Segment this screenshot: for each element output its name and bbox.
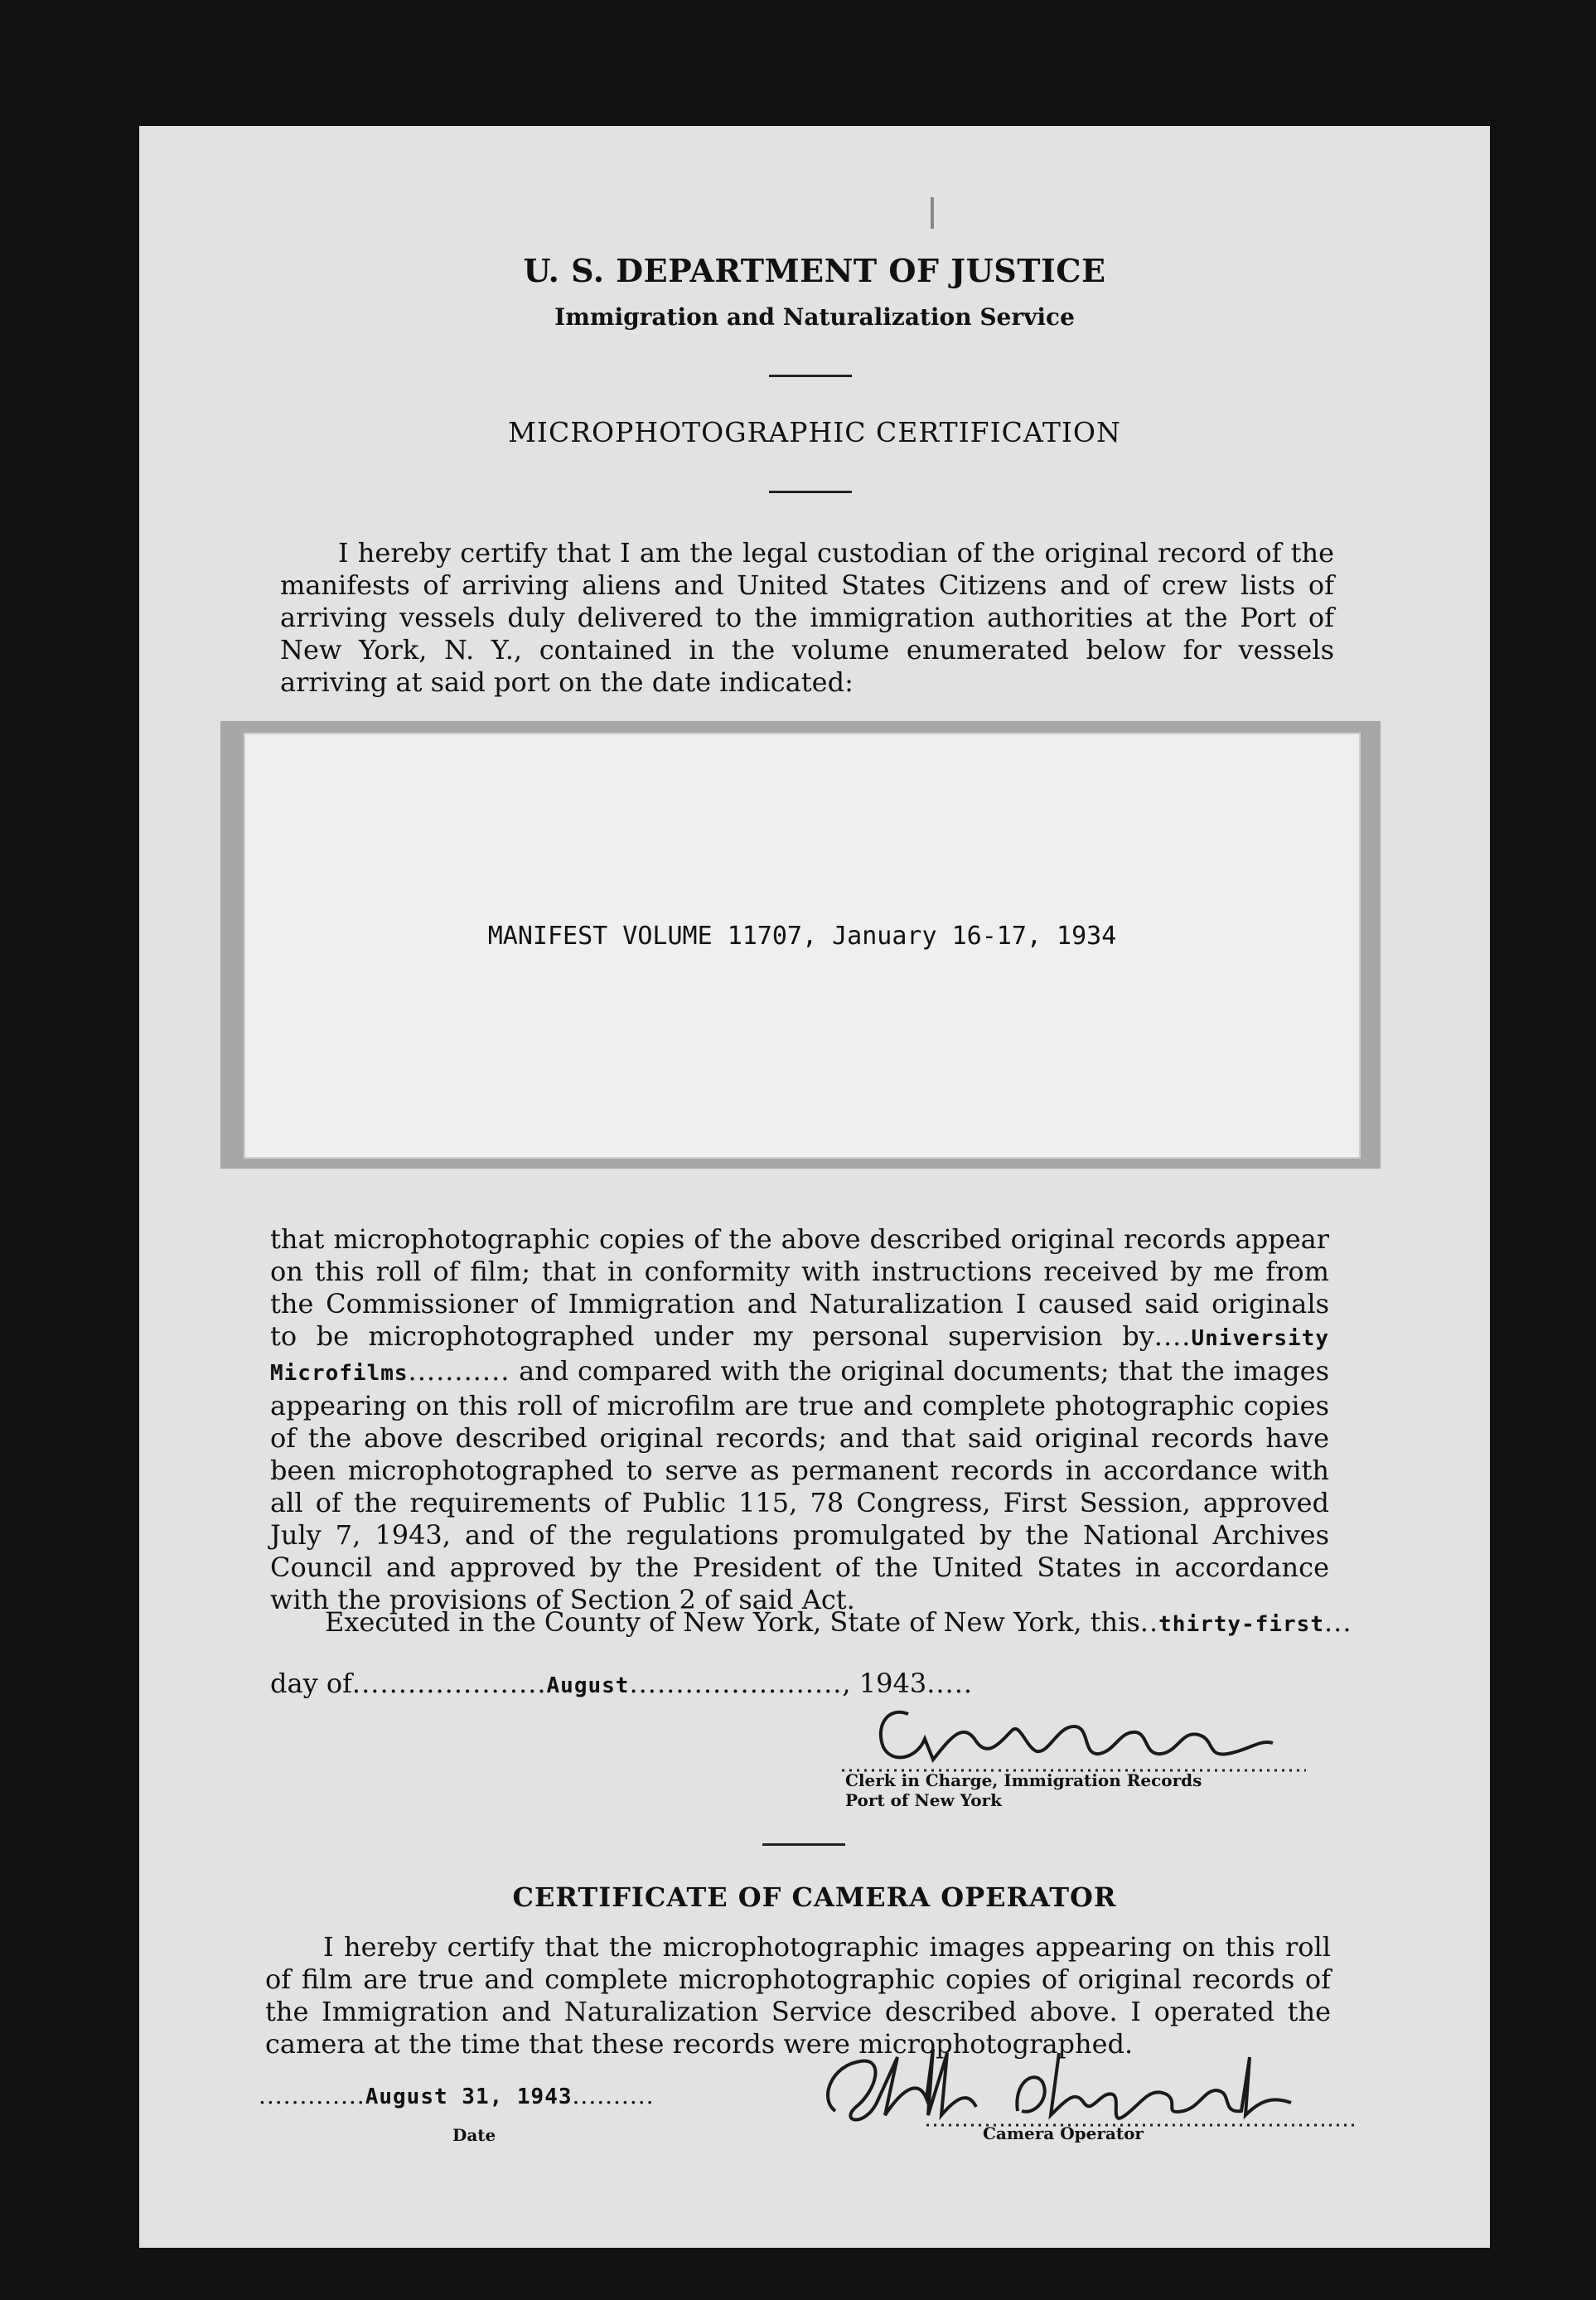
divider <box>762 1843 845 1846</box>
service-subtitle: Immigration and Naturalization Service <box>554 303 1075 331</box>
execution-month-fill: August <box>546 1673 630 1698</box>
day-of-line: day of.....................August......................., 1943..... <box>270 1668 974 1699</box>
certification-heading: MICROPHOTOGRAPHIC CERTIFICATION <box>508 416 1121 448</box>
manifest-volume-text: MANIFEST VOLUME 11707, January 16-17, 1934 <box>487 922 1117 951</box>
day-of-label: day of <box>270 1668 352 1699</box>
camera-operator-paragraph: I hereby certify that the microphotographic images appearing on this roll of film are true and complete microphotographic copies of original records of the Immigration and Naturalization Service described above. I operated the camera at the time that these records were microphotographed. <box>265 1931 1331 2060</box>
execution-day-fill: thirty-first <box>1158 1612 1324 1637</box>
clerk-title-line1: Clerk in Charge, Immigration Records <box>845 1770 1202 1790</box>
department-title: U. S. DEPARTMENT OF JUSTICE <box>523 252 1106 289</box>
clerk-title <box>845 1770 1202 1810</box>
microfilm-company-fill: University Microfilms <box>270 1326 1329 1386</box>
execution-line: Executed in the County of New York, State of New York, this..thirty-first... <box>325 1606 1352 1638</box>
camera-operator-label: Camera Operator <box>983 2123 1144 2143</box>
operator-date-fill: August 31, 1943 <box>365 2085 573 2109</box>
execution-year: 1943 <box>858 1668 927 1699</box>
execution-lead: Executed in the County of New York, State of New York, this <box>325 1606 1140 1638</box>
certificate-document <box>139 126 1490 2248</box>
intro-paragraph: I hereby certify that I am the legal custodian of the original record of the manifests of arriving aliens and United States Citizens and of crew lists of arriving vessels duly delivered to the immigration authorities at the Port of New York, N. Y., contained in the volume enumerated below for vessels arriving at said port on the date indicated: <box>280 537 1334 698</box>
manifest-card <box>245 734 1359 1157</box>
scan-mark <box>931 197 934 229</box>
operator-date-line: .............August 31, 1943.......... <box>259 2082 655 2109</box>
certification-body-paragraph: that microphotographic copies of the above described original records appear on this roll of film; that in conformity with instructions received by me from the Commissioner of Immigration and Naturalization I caused said originals to be microphotographed under my personal supervision by....University Microfilms........... and compared with the original documents; that the images appearing on this roll of microfilm are true and complete photographic copies of the above described original records; and that said original records have been microphotographed to serve as permanent records in accordance with all of the requirements of Public 115, 78 Congress, First Session, approved July 7, 1943, and of the regulations promulgated by the National Archives Council and approved by the President of the United States in accordance with the provisions of Section 2 of said Act. <box>270 1223 1330 1615</box>
camera-operator-heading: CERTIFICATE OF CAMERA OPERATOR <box>512 1881 1117 1913</box>
clerk-title-line2: Port of New York <box>845 1790 1002 1810</box>
body-text-before: that microphotographic copies of the above described original records appear on this roll of film; that in conformity with instructions received by me from the Commissioner of Immigration and Naturalization I caused said originals to be microphotographed under my personal supervision by <box>270 1223 1329 1352</box>
date-label: Date <box>452 2125 496 2145</box>
divider <box>769 375 852 377</box>
divider <box>769 491 852 493</box>
body-text-after: and compared with the original documents; that the images appearing on this roll of microfilm are true and complete photographic copies of the above described original records; and that said original records have been microphotographed to serve as permanent records in accordance with all of the requirements of Public 115, 78 Congress, First Session, approved July 7, 1943, and of the regulations promulgated by the National Archives Council and approved by the President of the United States in accordance with the provisions of Section 2 of said Act. <box>270 1355 1330 1615</box>
